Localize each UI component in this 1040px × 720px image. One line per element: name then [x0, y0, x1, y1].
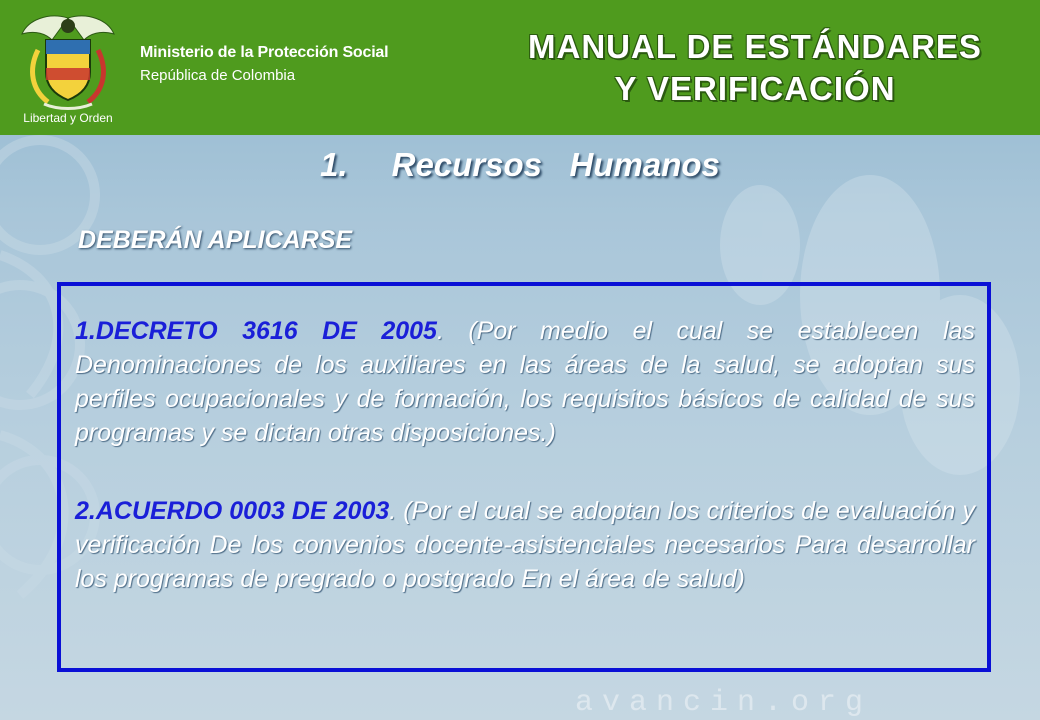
regulation-description: . (Por medio el cual se establecen las Denominaciones de los auxiliares en las áreas de la salud, se adoptan sus perfiles ocupacionales y de formación, los requisitos básicos de calidad de sus programas y se dictan otras disposiciones.) — [75, 317, 975, 447]
regulation-description: . (Por el cual se adoptan los criterios de evaluación y verificación De los convenios docente-asistenciales necesarios Para desarrollar los programas de pregrado o postgrado En el área de salud) — [75, 497, 975, 593]
country-name: República de Colombia — [140, 67, 296, 84]
regulation-item-2 — [75, 494, 975, 596]
motto-text: Libertad y Orden — [23, 111, 113, 125]
section-title — [0, 146, 1040, 184]
section-number: 1. — [320, 146, 348, 183]
regulations-box — [57, 282, 991, 672]
coat-of-arms-logo — [18, 10, 118, 128]
section-name: Recursos Humanos — [391, 146, 720, 183]
subtitle: DEBERÁN APLICARSE — [78, 226, 353, 254]
ministry-name: Ministerio de la Protección Social — [140, 44, 389, 61]
ministry-block — [140, 44, 388, 84]
manual-title-line2: Y VERIFICACIÓN — [614, 70, 896, 107]
regulation-reference: 1.DECRETO 3616 DE 2005 — [75, 317, 437, 345]
watermark: avancin.org — [575, 686, 873, 720]
manual-title — [470, 26, 1040, 110]
manual-title-line1: MANUAL DE ESTÁNDARES — [528, 28, 982, 65]
header-bar — [0, 0, 1040, 135]
regulation-reference: 2.ACUERDO 0003 DE 2003 — [75, 497, 390, 525]
regulation-item-1 — [75, 314, 975, 450]
